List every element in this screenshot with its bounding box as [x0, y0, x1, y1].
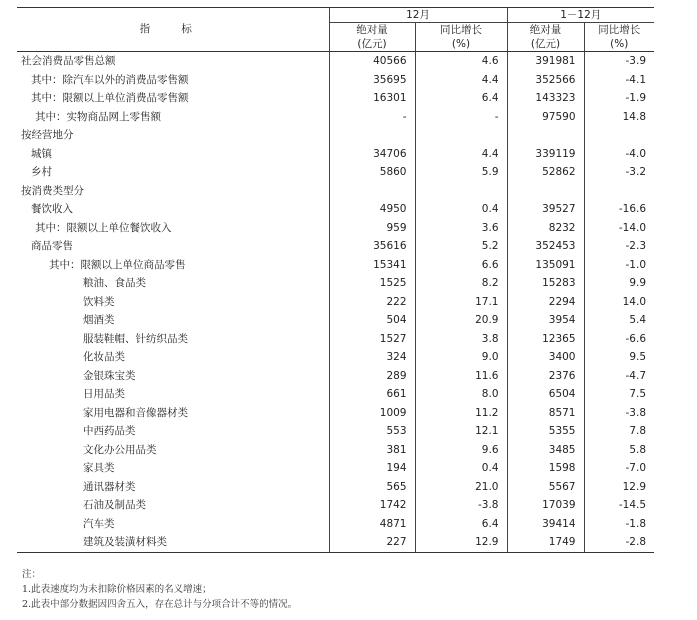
row-label: 建筑及装潢材料类	[17, 533, 329, 552]
month-absolute-value: -	[329, 108, 415, 127]
ytd-absolute-value: 3485	[507, 441, 584, 460]
month-absolute-value: 4871	[329, 515, 415, 534]
row-label: 社会消费品零售总额	[21, 55, 116, 67]
ytd-absolute-value: 339119	[507, 145, 584, 164]
ytd-yoy-growth: -16.6	[584, 200, 654, 219]
ytd-absolute-value: 1598	[507, 459, 584, 478]
month-yoy-growth: 21.0	[415, 478, 507, 497]
month-absolute-value: 289	[329, 367, 415, 386]
month-absolute-value: 16301	[329, 89, 415, 108]
month-yoy-growth: -	[415, 108, 507, 127]
ytd-absolute-value: 6504	[507, 385, 584, 404]
ytd-absolute-value: 39414	[507, 515, 584, 534]
month-period-header: 12月	[329, 8, 507, 23]
month-yoy-growth: 8.0	[415, 385, 507, 404]
row-label: 粮油、食品类	[83, 277, 146, 289]
month-absolute-value: 504	[329, 311, 415, 330]
month-yoy-growth: 4.4	[415, 145, 507, 164]
table-row	[17, 311, 654, 330]
ytd-yoy-growth: 9.9	[584, 274, 654, 293]
month-yoy-growth: 8.2	[415, 274, 507, 293]
month-absolute-value	[329, 126, 415, 145]
month-yoy-growth: 11.6	[415, 367, 507, 386]
table-row	[17, 274, 654, 293]
month-yoy-growth: 0.4	[415, 459, 507, 478]
row-label: 商品零售	[31, 240, 73, 252]
month-yoy-growth	[415, 182, 507, 201]
ytd-absolute-value: 143323	[507, 89, 584, 108]
row-label: 按消费类型分	[21, 184, 84, 197]
ytd-yoy-growth: 14.0	[584, 293, 654, 312]
ytd-yoy-growth	[584, 126, 654, 145]
note-1: 1.此表速度均为未扣除价格因素的名义增速；	[22, 584, 212, 595]
row-label: 烟酒类	[83, 314, 115, 326]
month-absolute-value: 222	[329, 293, 415, 312]
ytd-absolute-value: 5355	[507, 422, 584, 441]
month-abs-unit: (亿元)	[329, 37, 415, 52]
row-label: 饮料类	[83, 295, 115, 308]
month-absolute-value: 15341	[329, 256, 415, 275]
month-yoy-growth: 11.2	[415, 404, 507, 423]
row-label: 城镇	[31, 147, 52, 160]
table-row	[17, 237, 654, 256]
month-yoy-growth: 6.4	[415, 515, 507, 534]
ytd-yoy-growth: 5.8	[584, 441, 654, 460]
ytd-yoy-growth: -14.5	[584, 496, 654, 515]
row-label: 中西药品类	[83, 425, 136, 437]
table-row	[17, 385, 654, 404]
table-row	[17, 478, 654, 497]
month-absolute-value: 1527	[329, 330, 415, 349]
month-yoy-growth: 20.9	[415, 311, 507, 330]
month-yoy-growth: 9.6	[415, 441, 507, 460]
month-yoy-growth: 0.4	[415, 200, 507, 219]
row-label: 其中：除汽车以外的消费品零售额	[31, 73, 189, 86]
ytd-absolute-value: 135091	[507, 256, 584, 275]
row-label: 汽车类	[83, 517, 115, 530]
table-row	[17, 71, 654, 90]
ytd-yoy-growth: -6.6	[584, 330, 654, 349]
table-row	[17, 515, 654, 534]
month-absolute-value: 1525	[329, 274, 415, 293]
ytd-absolute-value: 12365	[507, 330, 584, 349]
row-label: 石油及制品类	[83, 499, 146, 511]
table-row	[17, 496, 654, 515]
month-yoy-header: 同比增长	[415, 23, 507, 38]
month-yoy-growth: 9.0	[415, 348, 507, 367]
ytd-yoy-growth: -1.0	[584, 256, 654, 275]
month-absolute-value: 4950	[329, 200, 415, 219]
month-absolute-value: 35695	[329, 71, 415, 90]
row-label: 日用品类	[83, 388, 125, 400]
table-row	[17, 163, 654, 182]
ytd-yoy-growth: -4.1	[584, 71, 654, 90]
ytd-yoy-growth: -3.8	[584, 404, 654, 423]
ytd-absolute-value: 3954	[507, 311, 584, 330]
month-absolute-value: 661	[329, 385, 415, 404]
table-row	[17, 422, 654, 441]
row-label: 其中：限额以上单位消费品零售额	[31, 92, 189, 104]
month-yoy-growth: 12.9	[415, 533, 507, 552]
row-label: 餐饮收入	[31, 203, 73, 215]
row-label: 服装鞋帽、针纺织品类	[83, 332, 188, 345]
ytd-yoy-growth: -1.8	[584, 515, 654, 534]
month-absolute-value: 34706	[329, 145, 415, 164]
ytd-absolute-value: 97590	[507, 108, 584, 127]
ytd-absolute-value: 391981	[507, 52, 584, 71]
month-yoy-growth: 3.8	[415, 330, 507, 349]
ytd-absolute-value: 52862	[507, 163, 584, 182]
table-row	[17, 219, 654, 238]
ytd-yoy-growth: -2.8	[584, 533, 654, 552]
ytd-yoy-growth: -1.9	[584, 89, 654, 108]
table-row	[17, 533, 654, 552]
month-yoy-growth: 3.6	[415, 219, 507, 238]
ytd-absolute-value	[507, 126, 584, 145]
month-yoy-growth: 5.2	[415, 237, 507, 256]
month-yoy-growth: -3.8	[415, 496, 507, 515]
indicator-header	[17, 8, 329, 52]
ytd-absolute-value: 352566	[507, 71, 584, 90]
ytd-absolute-value: 5567	[507, 478, 584, 497]
month-absolute-value: 553	[329, 422, 415, 441]
table-row	[17, 330, 654, 349]
row-label: 其中：限额以上单位餐饮收入	[35, 221, 172, 234]
ytd-yoy-growth: -4.7	[584, 367, 654, 386]
month-yoy-growth: 6.4	[415, 89, 507, 108]
ytd-absolute-value: 2294	[507, 293, 584, 312]
table-body	[17, 52, 654, 553]
month-yoy-growth: 6.6	[415, 256, 507, 275]
month-yoy-growth: 4.6	[415, 52, 507, 71]
row-label: 文化办公用品类	[83, 443, 157, 456]
ytd-yoy-growth: 7.8	[584, 422, 654, 441]
ytd-yoy-growth: 5.4	[584, 311, 654, 330]
retail-sales-table	[17, 7, 654, 553]
ytd-absolute-value	[507, 182, 584, 201]
month-absolute-value	[329, 182, 415, 201]
table-row	[17, 182, 654, 201]
row-label: 其中：限额以上单位商品零售	[49, 258, 186, 271]
table-row	[17, 256, 654, 275]
table-row	[17, 108, 654, 127]
ytd-yoy-growth	[584, 182, 654, 201]
ytd-yoy-growth: 7.5	[584, 385, 654, 404]
month-absolute-value: 227	[329, 533, 415, 552]
month-yoy-growth: 4.4	[415, 71, 507, 90]
table-row	[17, 89, 654, 108]
ytd-absolute-value: 39527	[507, 200, 584, 219]
ytd-yoy-growth: -4.0	[584, 145, 654, 164]
table-row	[17, 293, 654, 312]
ytd-absolute-value: 3400	[507, 348, 584, 367]
footnotes	[22, 567, 297, 612]
month-absolute-value: 1009	[329, 404, 415, 423]
month-yoy-growth: 5.9	[415, 163, 507, 182]
month-absolute-value: 40566	[329, 52, 415, 71]
month-absolute-value: 1742	[329, 496, 415, 515]
row-label: 通讯器材类	[83, 480, 136, 493]
row-label: 化妆品类	[83, 351, 125, 363]
month-absolute-value: 5860	[329, 163, 415, 182]
ytd-absolute-value: 15283	[507, 274, 584, 293]
ytd-yoy-growth: -7.0	[584, 459, 654, 478]
row-label: 家用电器和音像器材类	[83, 406, 188, 419]
ytd-absolute-value: 1749	[507, 533, 584, 552]
ytd-absolute-value: 17039	[507, 496, 584, 515]
indicator-header-text: 指 标	[139, 23, 206, 36]
ytd-yoy-growth: 14.8	[584, 108, 654, 127]
ytd-yoy-growth: -14.0	[584, 219, 654, 238]
ytd-yoy-growth: -3.2	[584, 163, 654, 182]
table-row	[17, 348, 654, 367]
month-absolute-value: 324	[329, 348, 415, 367]
table-row	[17, 459, 654, 478]
ytd-absolute-value: 8232	[507, 219, 584, 238]
row-label: 其中：实物商品网上零售额	[35, 110, 161, 123]
table-row	[17, 404, 654, 423]
ytd-yoy-growth: 12.9	[584, 478, 654, 497]
ytd-yoy-growth: -2.3	[584, 237, 654, 256]
month-absolute-value: 381	[329, 441, 415, 460]
table-row	[17, 126, 654, 145]
ytd-yoy-growth: -3.9	[584, 52, 654, 71]
month-yoy-growth: 12.1	[415, 422, 507, 441]
month-yoy-growth: 17.1	[415, 293, 507, 312]
month-absolute-value: 35616	[329, 237, 415, 256]
note-2: 2.此表中部分数据因四舍五入，存在总计与分项合计不等的情况。	[22, 599, 298, 610]
month-yoy-growth	[415, 126, 507, 145]
table-row	[17, 441, 654, 460]
table-row	[17, 52, 654, 71]
ytd-abs-header: 绝对量	[507, 23, 584, 38]
month-absolute-value: 194	[329, 459, 415, 478]
table-row	[17, 367, 654, 386]
ytd-period-header: 1－12月	[507, 8, 654, 23]
notes-title: 注：	[22, 569, 42, 580]
ytd-yoy-header: 同比增长	[584, 23, 654, 38]
ytd-absolute-value: 352453	[507, 237, 584, 256]
row-label: 按经营地分	[21, 129, 74, 141]
row-label: 乡村	[31, 166, 52, 178]
month-absolute-value: 565	[329, 478, 415, 497]
month-abs-header: 绝对量	[329, 23, 415, 38]
row-label: 家具类	[83, 462, 115, 474]
month-absolute-value: 959	[329, 219, 415, 238]
ytd-absolute-value: 2376	[507, 367, 584, 386]
table-row	[17, 200, 654, 219]
row-label: 金银珠宝类	[83, 369, 136, 382]
table-row	[17, 145, 654, 164]
ytd-yoy-growth: 9.5	[584, 348, 654, 367]
ytd-yoy-unit: (%)	[584, 37, 654, 52]
ytd-absolute-value: 8571	[507, 404, 584, 423]
ytd-abs-unit: (亿元)	[507, 37, 584, 52]
month-yoy-unit: (%)	[415, 37, 507, 52]
